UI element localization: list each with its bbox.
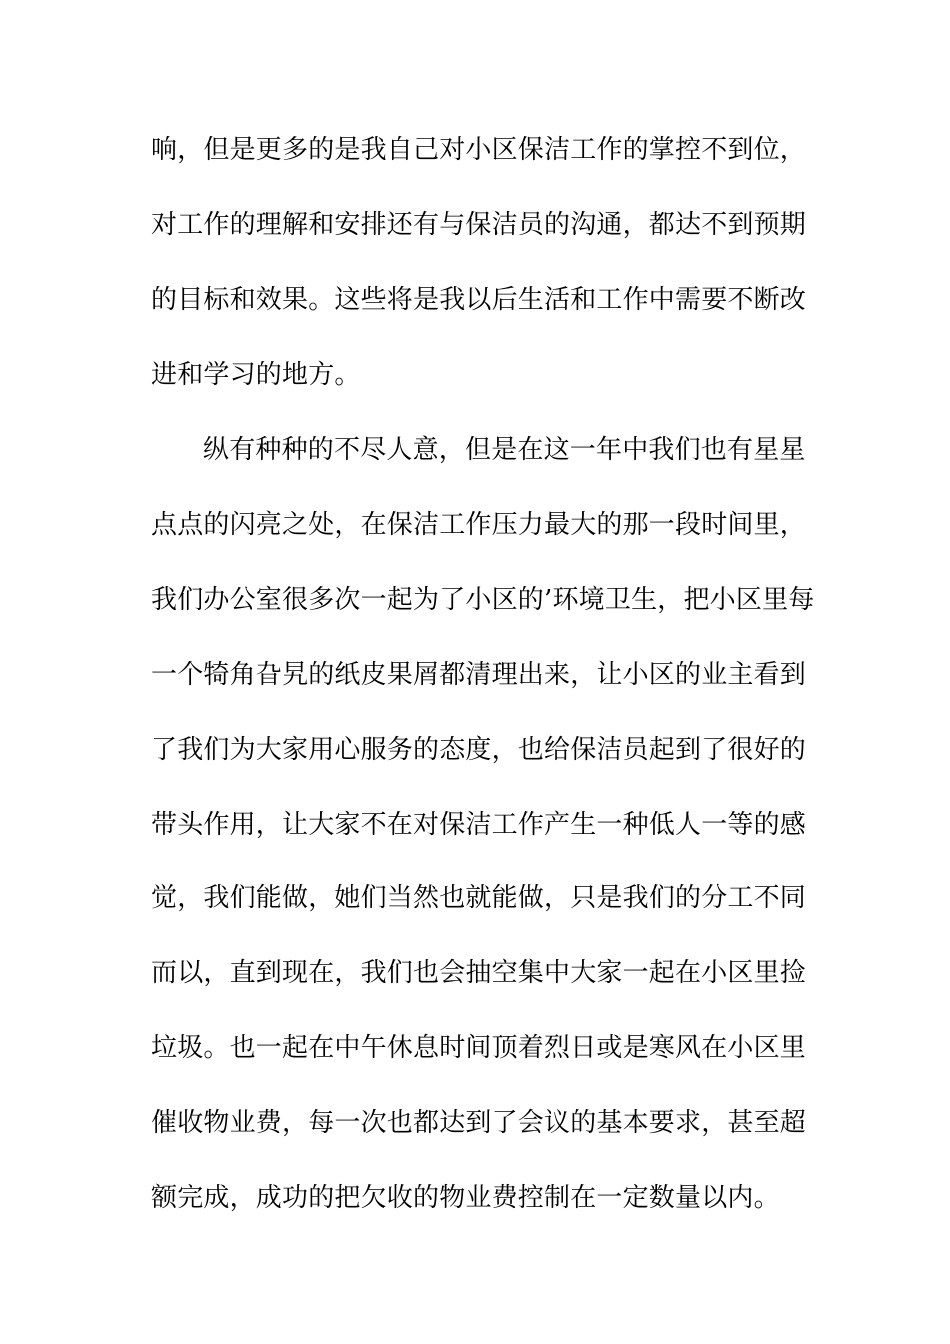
paragraph-2-line-4: 一个犄角旮旯的纸皮果屑都清理出来，让小区的业主看到: [151, 660, 807, 690]
paragraph-2-line-3: 我们办公室很多次一起为了小区的’环境卫生，把小区里每: [151, 585, 815, 615]
paragraph-2-line-6: 带头作用，让大家不在对保洁工作产生一种低人一等的感: [151, 810, 807, 840]
paragraph-1-line-1: 响，但是更多的是我自己对小区保洁工作的掌控不到位，: [151, 135, 807, 165]
paragraph-2-line-5: 了我们为大家用心服务的态度，也给保洁员起到了很好的: [151, 735, 807, 765]
paragraph-2-line-11: 额完成，成功的把欠收的物业费控制在一定数量以内。: [151, 1183, 780, 1213]
paragraph-2-line-2: 点点的闪亮之处，在保洁工作压力最大的那一段时间里，: [151, 510, 807, 540]
paragraph-1-line-2: 对工作的理解和安排还有与保洁员的沟通，都达不到预期: [151, 210, 807, 240]
paragraph-2-line-10: 催收物业费，每一次也都达到了会议的基本要求，甚至超: [151, 1108, 807, 1138]
paragraph-2-line-8: 而以，直到现在，我们也会抽空集中大家一起在小区里捡: [151, 958, 807, 988]
paragraph-1-line-3: 的目标和效果。这些将是我以后生活和工作中需要不断改: [151, 285, 807, 315]
paragraph-2-line-1: 纵有种种的不尽人意，但是在这一年中我们也有星星: [203, 435, 806, 465]
paragraph-2-line-9: 垃圾。也一起在中午休息时间顶着烈日或是寒风在小区里: [151, 1033, 807, 1063]
paragraph-2-line-7: 觉，我们能做，她们当然也就能做，只是我们的分工不同: [151, 883, 807, 913]
paragraph-1-line-4: 进和学习的地方。: [151, 360, 361, 390]
